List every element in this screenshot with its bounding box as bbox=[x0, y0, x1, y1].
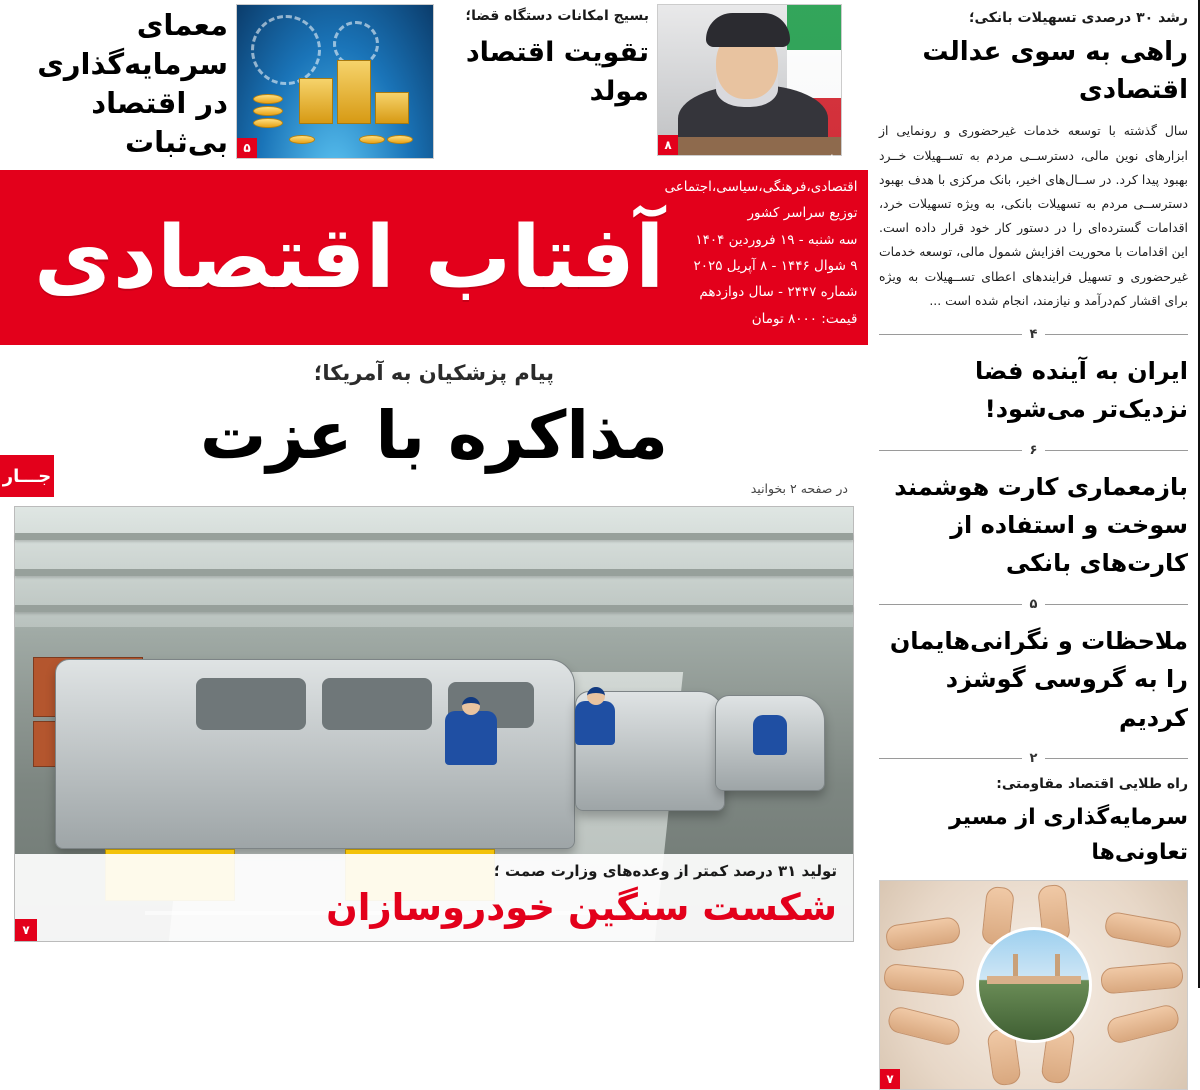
coin bbox=[253, 118, 283, 128]
divider-rule bbox=[879, 334, 1022, 335]
top-teaser-strip bbox=[0, 0, 868, 170]
sidebar-top-headline: راهی به سوی عدالت اقتصادی bbox=[922, 37, 1188, 105]
masthead-distribution: توزیع سراسر کشور bbox=[747, 205, 858, 222]
page-badge: ۸ bbox=[658, 135, 678, 155]
photo-kicker: تولید ۳۱ درصد کمتر از وعده‌های وزارت صمت ؛ bbox=[493, 861, 837, 880]
masthead bbox=[0, 152, 868, 361]
teaser-headline: تقویت اقتصاد مولد bbox=[465, 37, 649, 108]
divider bbox=[879, 597, 1188, 612]
coins-art bbox=[237, 5, 433, 158]
page-badge: ۷ bbox=[15, 919, 37, 941]
coin bbox=[253, 94, 283, 104]
masthead-descriptor: روزنامه اقتصادی،فرهنگی،سیاسی،اجتماعی bbox=[664, 152, 858, 196]
judiciary-chief-portrait bbox=[657, 4, 842, 156]
divider-rule bbox=[879, 604, 1022, 605]
divider-rule bbox=[879, 758, 1022, 759]
turban bbox=[706, 13, 790, 47]
page-number: ۴ bbox=[1029, 326, 1038, 342]
car-assembly-line-photo bbox=[14, 506, 854, 942]
divider-rule bbox=[879, 450, 1022, 451]
coin bbox=[387, 135, 413, 144]
divider bbox=[879, 327, 1188, 342]
gold-bar bbox=[299, 78, 333, 124]
car-body-shell bbox=[55, 659, 575, 849]
ceiling-beam bbox=[15, 569, 853, 576]
page-badge: ۷ bbox=[880, 1069, 900, 1089]
masthead-issue: شماره ۲۴۴۷ - سال دوازدهم bbox=[699, 284, 858, 301]
lead-note: در صفحه ۲ بخوانید bbox=[750, 480, 848, 496]
worker bbox=[575, 701, 615, 745]
teaser-productive-economy[interactable] bbox=[442, 4, 842, 170]
coin bbox=[359, 135, 385, 144]
window-opening bbox=[322, 678, 432, 730]
divider-rule bbox=[1045, 604, 1188, 605]
page-badge: ۵ bbox=[237, 138, 257, 158]
coins-and-gears-illustration bbox=[236, 4, 434, 159]
divider bbox=[879, 443, 1188, 458]
section-tab[interactable]: جـــار bbox=[0, 455, 54, 497]
divider bbox=[879, 751, 1188, 766]
hands-art bbox=[880, 881, 1187, 1089]
sidebar-item-cooperatives-kicker: راه طلایی اقتصاد مقاومتی: bbox=[996, 776, 1188, 792]
gold-bar bbox=[337, 60, 371, 124]
ceiling-beam bbox=[15, 605, 853, 612]
divider-rule bbox=[1045, 334, 1188, 335]
ceiling-beam bbox=[15, 533, 853, 540]
masthead-meta bbox=[664, 148, 865, 367]
teaser-text bbox=[442, 4, 649, 111]
joined-hands-cooperative-photo bbox=[879, 880, 1188, 1090]
lead-headline: مذاکره با عزت bbox=[200, 397, 668, 474]
window-opening bbox=[196, 678, 306, 730]
sidebar-item-space[interactable]: ایران به آینده فضا نزدیک‌تر می‌شود! bbox=[975, 356, 1188, 424]
masthead-price: قیمت: ۸۰۰۰ تومان bbox=[751, 310, 858, 327]
teaser-kicker: بسیج امکانات دستگاه قضا؛ bbox=[465, 8, 649, 24]
inset-bridge-photo bbox=[976, 927, 1092, 1043]
sidebar-item-grossi[interactable]: ملاحظات و نگرانی‌هایمان را به گروسی گوشزد کردیم bbox=[889, 626, 1188, 732]
divider-rule bbox=[1045, 450, 1188, 451]
sidebar-item-fuel-card[interactable]: بازمعماری کارت هوشمند سوخت و استفاده از کارت‌های بانکی bbox=[894, 472, 1188, 578]
lead-kicker: پیام پزشکیان به آمریکا؛ bbox=[313, 361, 555, 385]
worker bbox=[445, 711, 497, 765]
sidebar-column bbox=[868, 0, 1200, 1087]
page-number: ۲ bbox=[1029, 751, 1038, 766]
photo-headline: شکست سنگین خودروسازان bbox=[326, 885, 837, 929]
page-number: ۶ bbox=[1029, 442, 1038, 458]
hand bbox=[886, 1005, 962, 1048]
teaser-headline: معمای سرمایه‌گذاری در اقتصاد بی‌ثبات bbox=[37, 8, 228, 159]
coin bbox=[289, 135, 315, 144]
bridge-deck bbox=[987, 976, 1081, 984]
hand bbox=[1103, 911, 1182, 950]
sidebar-item-cooperatives[interactable]: سرمایه‌گذاری از مسیر تعاونی‌ها bbox=[949, 805, 1188, 866]
teaser-investment-puzzle[interactable] bbox=[4, 4, 434, 170]
hand bbox=[1100, 962, 1184, 995]
sidebar-top-kicker: رشد ۳۰ درصدی تسهیلات بانکی؛ bbox=[968, 10, 1188, 26]
worker-head bbox=[462, 697, 480, 715]
masthead-date-solar: سه شنبه - ۱۹ فروردین ۱۴۰۴ bbox=[695, 231, 858, 248]
hand bbox=[885, 916, 962, 952]
masthead-website[interactable]: aftabeghtesadi24.ir bbox=[672, 342, 858, 361]
photo-caption bbox=[15, 854, 853, 941]
hand bbox=[1105, 1003, 1181, 1046]
gear-icon bbox=[251, 15, 321, 85]
page-number: ۵ bbox=[1029, 596, 1038, 612]
masthead-date-lunar: ۹ شوال ۱۴۴۶ - ۸ آپریل ۲۰۲۵ bbox=[693, 258, 858, 275]
portrait-art bbox=[658, 5, 841, 155]
coin bbox=[253, 106, 283, 116]
sidebar-top-body: سال گذشته با توسعه خدمات غیرحضوری و رونمایی از ابزارهای نوین مالی، دسترســی مردم به تســهیلات خــرد بهبود پیدا کرد. در ســال‌های اخیر، بانک مرکزی با هدف بهبود دسترســی مردم به تسهیلات بانکی، به ویژه تسهیلات خرد، اقدامات گسترده‌ای را در دستور کار خود قرار داده است. این اقدامات با محوریت افزایش شمول مالی، توسعه خدمات غیرحضوری و تسهیل فرایندهای اعطای تســهیلات به ویژه برای اقشار کم‌درآمد و نیازمند، انجام شده است ... bbox=[879, 123, 1188, 308]
lead-story bbox=[0, 345, 868, 506]
hand bbox=[883, 963, 965, 997]
worker-head bbox=[587, 687, 605, 705]
worker bbox=[753, 715, 787, 755]
gold-bar bbox=[375, 92, 409, 124]
divider-rule bbox=[1045, 758, 1188, 759]
newspaper-logo: آفتاب اقتصادی bbox=[34, 207, 665, 308]
teaser-text bbox=[4, 4, 228, 161]
